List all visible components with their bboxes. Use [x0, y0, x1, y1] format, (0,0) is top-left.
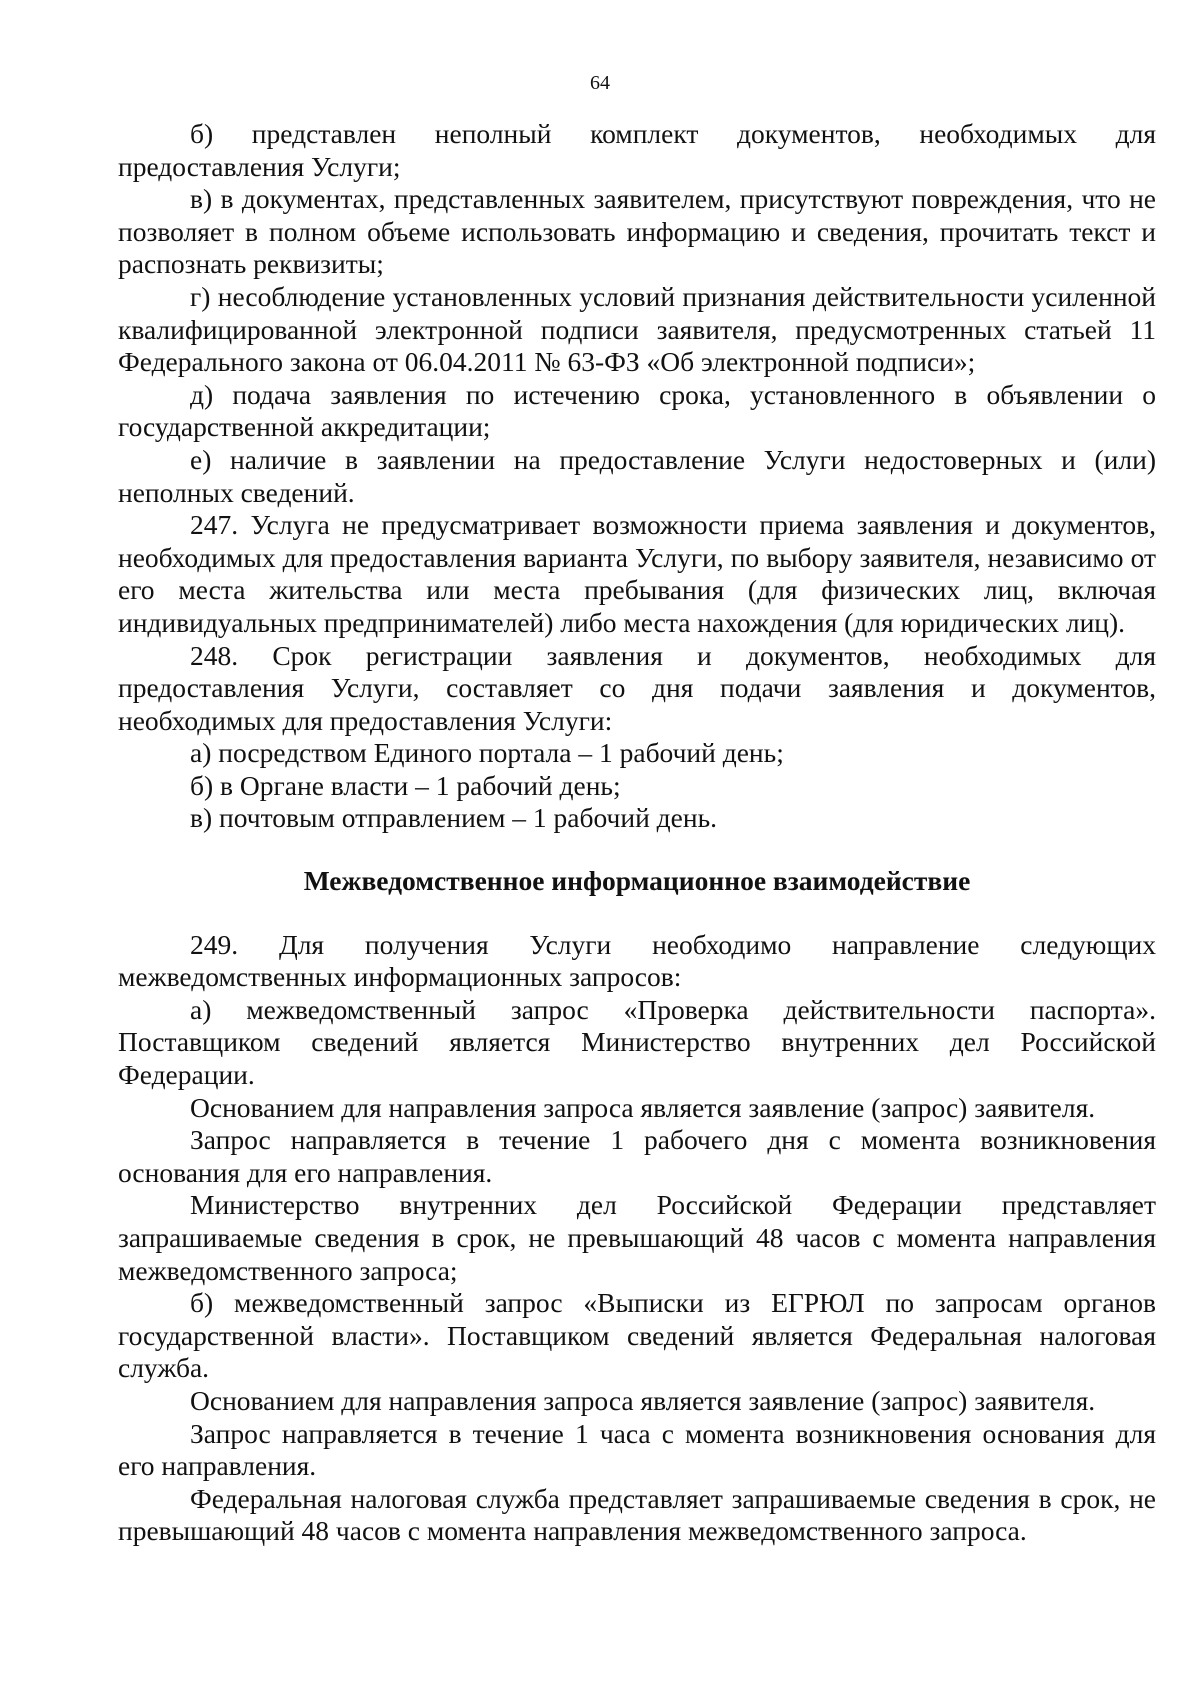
paragraph-247: 247. Услуга не предусматривает возможности приема заявления и документов, необходимых для предоставления варианта Услуги, по выбору заявителя, независимо от его места жительства или места пребывания (для физических лиц, включая индивидуальных предпринимателей) либо места нахождения (для юридических лиц). [118, 509, 1156, 638]
paragraph-248: 248. Срок регистрации заявления и документов, необходимых для предоставления Услуги, составляет со дня подачи заявления и документов, необходимых для предоставления Услуги: [118, 639, 1156, 736]
section-heading: Межведомственное информационное взаимодействие [303, 865, 971, 897]
paragraph-248-item-a: а) посредством Единого портала – 1 рабочий день; [190, 737, 784, 769]
paragraph-item-b-incomplete-documents: б) представлен неполный комплект документов, необходимых для предоставления Услуги; [118, 118, 1156, 182]
paragraph-item-g-signature-conditions: г) несоблюдение установленных условий признания действительности усиленной квалифицированной электронной подписи заявителя, предусмотренных статьей 11 Федерального закона от 06.04.2011 № 63-ФЗ «Об электронной подписи»; [118, 280, 1156, 378]
paragraph-item-d-deadline-expired: д) подача заявления по истечению срока, установленного в объявлении о государственной аккредитации; [118, 378, 1156, 443]
page-content [118, 118, 1156, 1548]
paragraph-248-item-b: б) в Органе власти – 1 рабочий день; [190, 769, 621, 801]
paragraph-item-e-unreliable-information: е) наличие в заявлении на предоставление Услуги недостоверных и (или) неполных сведений. [118, 443, 1156, 508]
paragraph-fns-response: Федеральная налоговая служба представляет запрашиваемые сведения в срок, не превышающий 48 часов с момента направления межведомственного запроса. [118, 1482, 1156, 1547]
paragraph-request-timing-1: Запрос направляется в течение 1 рабочего дня с момента возникновения основания для его направления. [118, 1124, 1156, 1188]
paragraph-mvd-response: Министерство внутренних дел Российской Федерации представляет запрашиваемые сведения в срок, не превышающий 48 часов с момента направления межведомственного запроса; [118, 1189, 1156, 1286]
paragraph-248-item-v: в) почтовым отправлением – 1 рабочий день. [190, 802, 717, 834]
paragraph-request-timing-2: Запрос направляется в течение 1 часа с момента возникновения основания для его направления. [118, 1417, 1156, 1482]
paragraph-basis-request-2: Основанием для направления запроса является заявление (запрос) заявителя. [190, 1384, 1096, 1416]
paragraph-basis-request-1: Основанием для направления запроса является заявление (запрос) заявителя. [190, 1091, 1096, 1123]
paragraph-item-v-damaged-documents: в) в документах, представленных заявителем, присутствуют повреждения, что не позволяет в полном объеме использовать информацию и сведения, прочитать текст и распознать реквизиты; [118, 183, 1156, 280]
page-number: 64 [590, 72, 610, 94]
paragraph-249-item-a: а) межведомственный запрос «Проверка действительности паспорта». Поставщиком сведений является Министерство внутренних дел Российской Федерации. [118, 993, 1156, 1091]
paragraph-249: 249. Для получения Услуги необходимо направление следующих межведомственных информационных запросов: [118, 928, 1156, 993]
paragraph-249-item-b: б) межведомственный запрос «Выписки из ЕГРЮЛ по запросам органов государственной власти». Поставщиком сведений является Федеральная налоговая служба. [118, 1287, 1156, 1384]
